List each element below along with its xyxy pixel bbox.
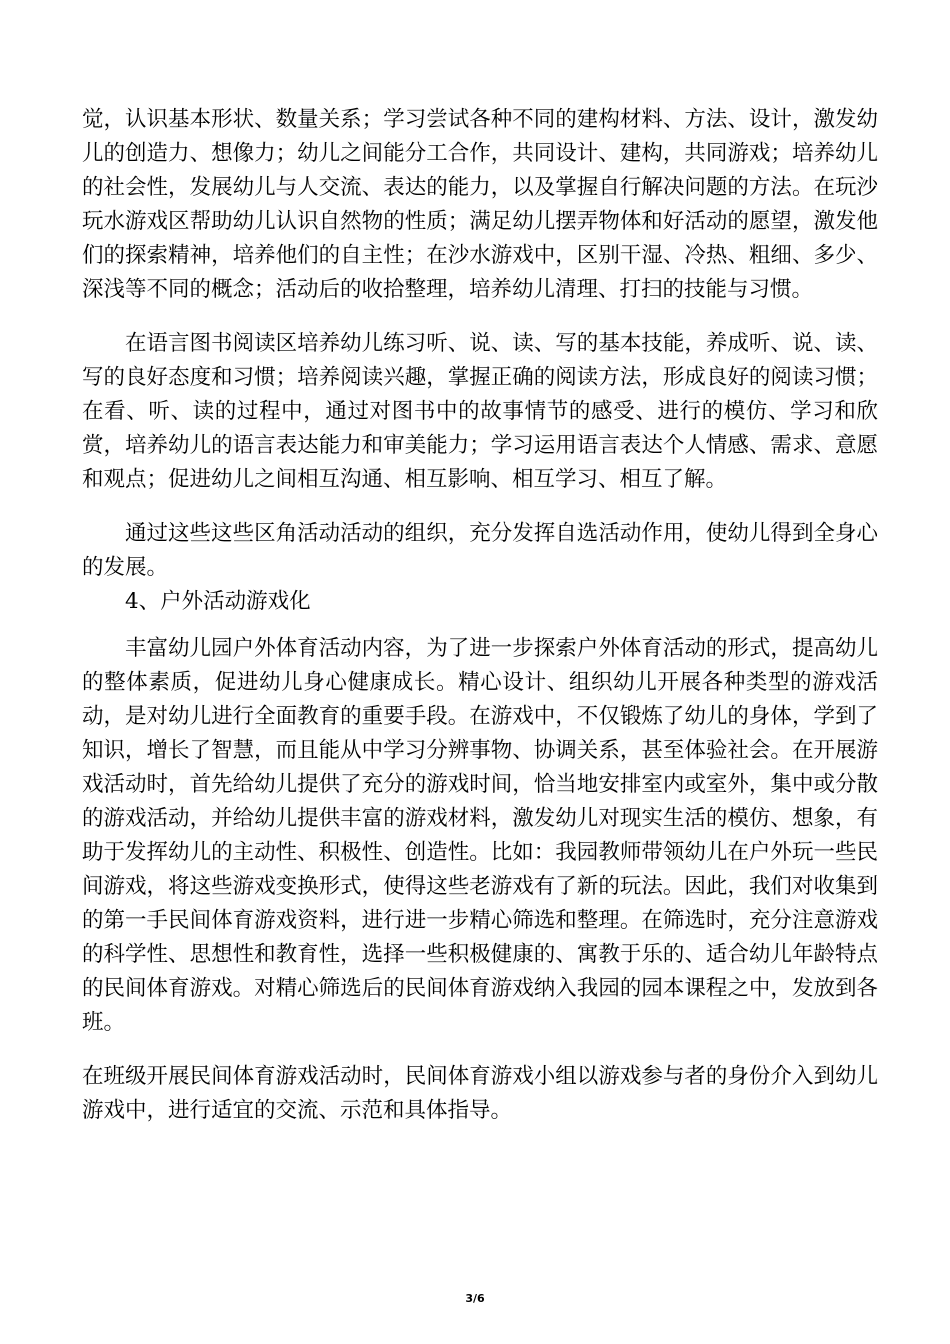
paragraph-folk-games-class: 在班级开展民间体育游戏活动时，民间体育游戏小组以游戏参与者的身份介入到幼儿游戏中，进行适宜的交流、示范和具体指导。 bbox=[82, 1064, 878, 1123]
document-body bbox=[82, 103, 878, 1128]
paragraph-construction-sand-water: 觉，认识基本形状、数量关系；学习尝试各种不同的建构材料、方法、设计，激发幼儿的创造力、想像力；幼儿之间能分工合作，共同设计、建构，共同游戏；培养幼儿的社会性，发展幼儿与人交流、表达的能力，以及掌握自行解决问题的方法。在玩沙玩水游戏区帮助幼儿认识自然物的性质；满足幼儿摆弄物体和好活动的愿望，激发他们的探索精神，培养他们的自主性；在沙水游戏中，区别干湿、冷热、粗细、多少、深浅等不同的概念；活动后的收拾整理，培养幼儿清理、打扫的技能与习惯。 bbox=[82, 107, 878, 302]
paragraph-corner-activities-summary: 通过这些这些区角活动活动的组织，充分发挥自选活动作用，使幼儿得到全身心的发展。 bbox=[82, 521, 878, 580]
section-heading: 4、户外活动游戏化 bbox=[125, 589, 311, 614]
paragraph-outdoor-games: 丰富幼儿园户外体育活动内容，为了进一步探索户外体育活动的形式，提高幼儿的整体素质，促进幼儿身心健康成长。精心设计、组织幼儿开展各种类型的游戏活动，是对幼儿进行全面教育的重要手段。在游戏中，不仅锻炼了幼儿的身体，学到了知识，增长了智慧，而且能从中学习分辨事物、协调关系，甚至体验社会。在开展游戏活动时，首先给幼儿提供了充分的游戏时间，恰当地安排室内或室外，集中或分散的游戏活动，并给幼儿提供丰富的游戏材料，激发幼儿对现实生活的模仿、想象，有助于发挥幼儿的主动性、积极性、创造性。比如：我园教师带领幼儿在户外玩一些民间游戏，将这些游戏变换形式，使得这些老游戏有了新的玩法。因此，我们对收集到的第一手民间体育游戏资料，进行进一步精心筛选和整理。在筛选时，充分注意游戏的科学性、思想性和教育性，选择一些积极健康的、寓教于乐的、适合幼儿年龄特点的民间体育游戏。对精心筛选后的民间体育游戏纳入我园的园本课程之中，发放到各班。 bbox=[82, 636, 878, 1035]
paragraph-reading-area: 在语言图书阅读区培养幼儿练习听、说、读、写的基本技能，养成听、说、读、写的良好态度和习惯；培养阅读兴趣，掌握正确的阅读方法，形成良好的阅读习惯；在看、听、读的过程中，通过对图书中的故事情节的感受、进行的模仿、学习和欣赏，培养幼儿的语言表达能力和审美能力；学习运用语言表达个人情感、需求、意愿和观点；促进幼儿之间相互沟通、相互影响、相互学习、相互了解。 bbox=[82, 331, 878, 492]
page-number: 3/6 bbox=[465, 1292, 485, 1305]
